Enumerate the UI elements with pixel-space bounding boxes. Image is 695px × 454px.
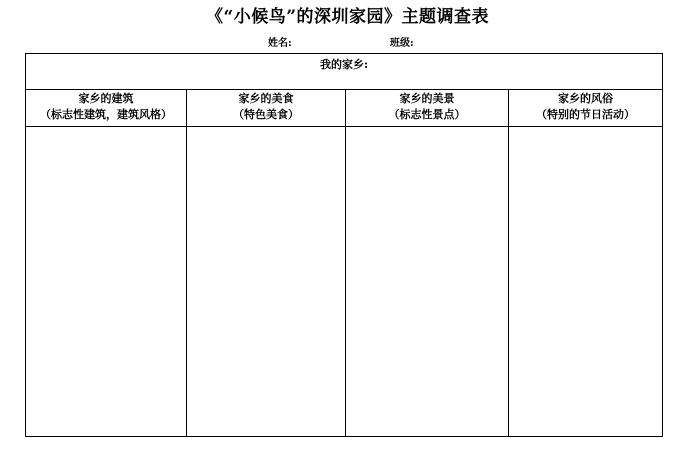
answer-cell-customs[interactable]	[509, 127, 663, 437]
answer-cell-food[interactable]	[187, 127, 346, 437]
column-header-row	[26, 90, 663, 127]
column-subtitle: （标志性建筑，建筑风格）	[40, 108, 172, 121]
column-subtitle: （特色美食）	[233, 108, 299, 121]
survey-table	[25, 53, 663, 437]
column-title: 家乡的建筑	[78, 92, 134, 105]
column-header-customs	[509, 90, 663, 127]
document-title: 《“小候鸟”的深圳家园》主题调查表	[205, 7, 490, 27]
answer-row	[26, 127, 663, 437]
column-title: 家乡的美景	[399, 92, 455, 105]
column-header-architecture	[26, 90, 187, 127]
column-header-food	[187, 90, 346, 127]
column-subtitle: （特别的节日活动）	[536, 108, 635, 121]
answer-cell-scenery[interactable]	[346, 127, 509, 437]
column-subtitle: （标志性景点）	[388, 108, 466, 121]
class-label: 班级:	[390, 38, 414, 49]
hometown-cell[interactable]	[26, 54, 663, 90]
student-info-row	[0, 38, 695, 50]
name-label: 姓名:	[268, 38, 292, 49]
hometown-label: 我的家乡:	[319, 58, 369, 71]
answer-cell-architecture[interactable]	[26, 127, 187, 437]
column-title: 家乡的风俗	[558, 92, 613, 105]
hometown-row	[26, 54, 663, 90]
column-title: 家乡的美食	[238, 92, 294, 105]
column-header-scenery	[346, 90, 509, 127]
